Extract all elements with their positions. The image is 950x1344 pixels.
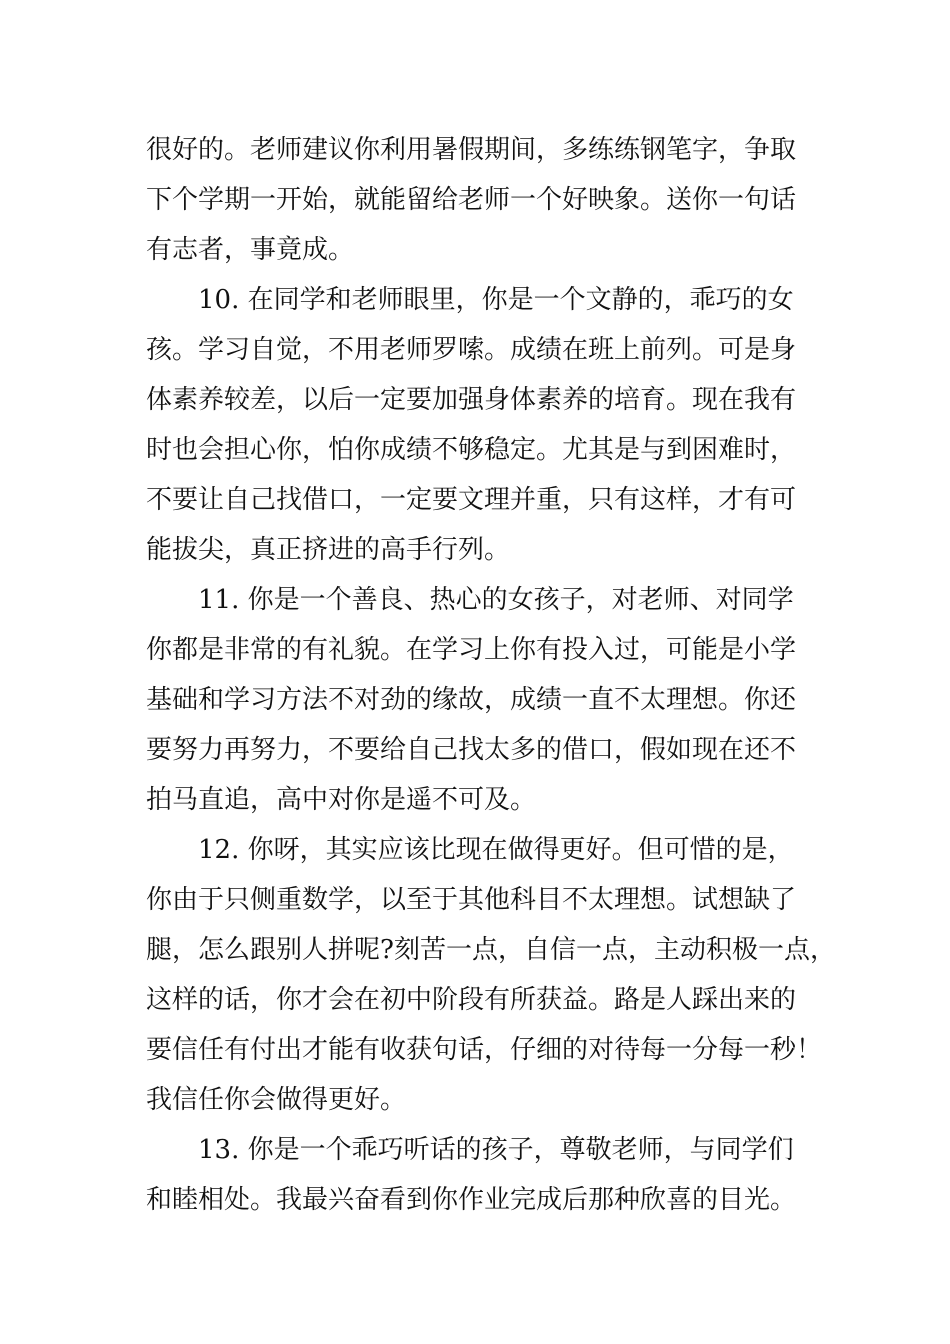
text-line: 孩。学习自觉，不用老师罗嗦。成绩在班上前列。可是身 xyxy=(146,335,797,365)
text-line: 你都是非常的有礼貌。在学习上你有投入过，可能是小学 xyxy=(146,635,797,665)
text-line: 要努力再努力，不要给自己找太多的借口，假如现在还不 xyxy=(146,735,797,765)
text-line: 能拔尖，真正挤进的高手行列。 xyxy=(146,535,511,565)
text-line: 你由于只侧重数学，以至于其他科目不太理想。试想缺了 xyxy=(146,885,797,915)
text-line: 不要让自己找借口，一定要文理并重，只有这样，才有可 xyxy=(146,485,797,515)
text-line: 有志者，事竟成。 xyxy=(146,235,355,265)
text-line: 时也会担心你，怕你成绩不够稳定。尤其是与到困难时， xyxy=(146,435,797,465)
text-line: 和睦相处。我最兴奋看到你作业完成后那种欣喜的目光。 xyxy=(146,1185,797,1215)
text-line: 基础和学习方法不对劲的缘故，成绩一直不太理想。你还 xyxy=(146,685,797,715)
text-line: 我信任你会做得更好。 xyxy=(146,1085,407,1115)
text-line: 这样的话，你才会在初中阶段有所获益。路是人踩出来的 xyxy=(146,985,797,1015)
paragraph-13-start: 13. 你是一个乖巧听话的孩子，尊敬老师，与同学们 xyxy=(198,1135,794,1165)
text-line: 腿，怎么跟别人拼呢?刻苦一点，自信一点，主动积极一点， xyxy=(146,935,836,965)
text-line: 很好的。老师建议你利用暑假期间，多练练钢笔字，争取 xyxy=(146,135,797,165)
paragraph-12-start: 12. 你呀，其实应该比现在做得更好。但可惜的是， xyxy=(198,835,794,865)
text-line: 要信任有付出才能有收获句话，仔细的对待每一分每一秒！ xyxy=(146,1035,823,1065)
text-line: 下个学期一开始，就能留给老师一个好映象。送你一句话 xyxy=(146,185,797,215)
text-line: 体素养较差，以后一定要加强身体素养的培育。现在我有 xyxy=(146,385,797,415)
text-line: 拍马直追，高中对你是遥不可及。 xyxy=(146,785,537,815)
paragraph-10-start: 10. 在同学和老师眼里，你是一个文静的，乖巧的女 xyxy=(198,285,794,315)
paragraph-11-start: 11. 你是一个善良、热心的女孩子，对老师、对同学 xyxy=(198,585,794,615)
